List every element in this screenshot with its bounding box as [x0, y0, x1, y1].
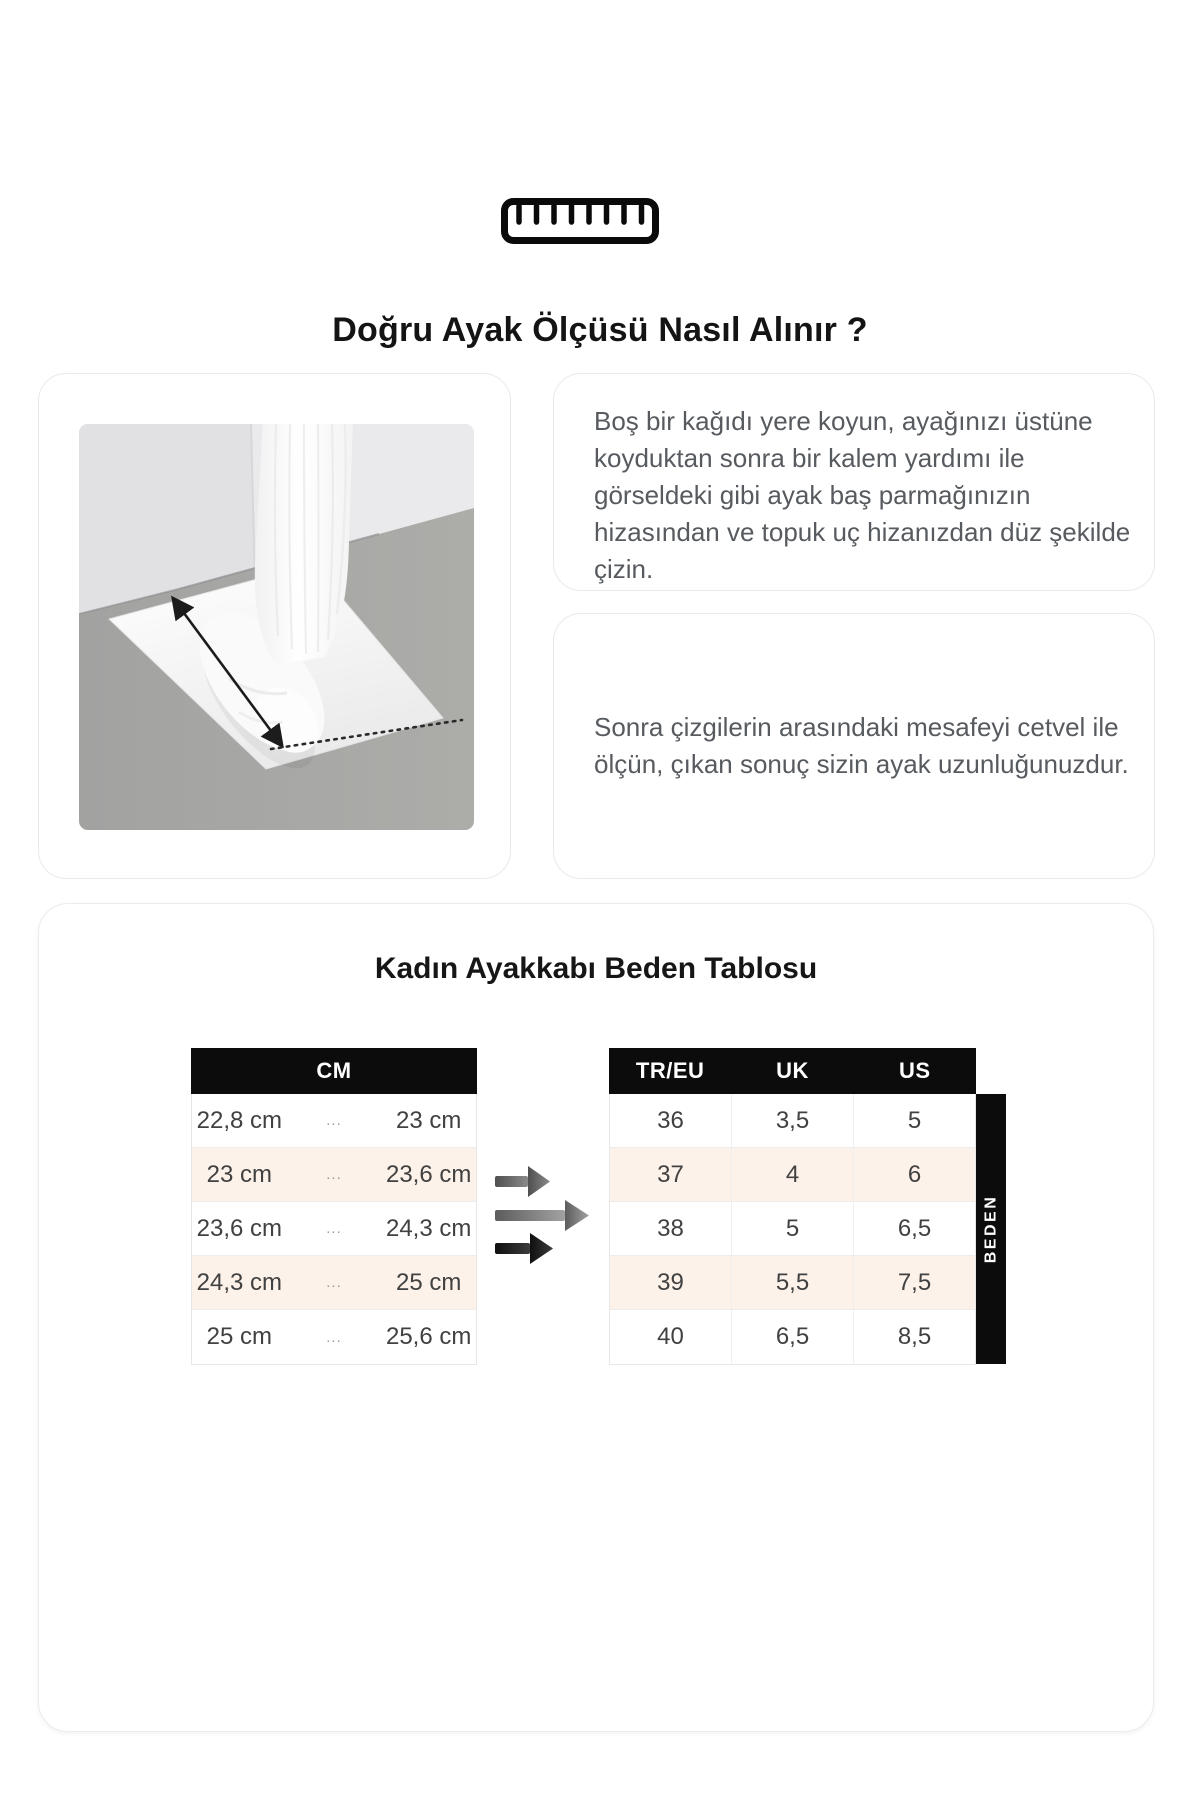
- size-us-value: 5: [853, 1094, 975, 1147]
- size-row: [610, 1310, 975, 1364]
- size-chart-card: [38, 903, 1154, 1732]
- header-uk: UK: [776, 1058, 809, 1083]
- size-uk-value: 5,5: [731, 1256, 853, 1309]
- instruction-step-2-text: Sonra çizgilerin arasındaki mesafeyi cetvel ile ölçün, çıkan sonuç sizin ayak uzunluğunuzdur.: [594, 712, 1129, 779]
- range-dots: ...: [326, 1274, 342, 1291]
- cm-min-value: 22,8 cm: [196, 1106, 283, 1134]
- size-row: [610, 1256, 975, 1310]
- cm-range-row: [192, 1148, 476, 1202]
- beden-label-text: BEDEN: [982, 1194, 1000, 1264]
- cm-header-label: CM: [316, 1058, 352, 1083]
- instruction-step-1-text: Boş bir kağıdı yere koyun, ayağınızı üstüne koyduktan sonra bir kalem yardımı ile görseldeki gibi ayak baş parmağınızın hizasından ve topuk uç hizanızdan düz şekilde çizin.: [594, 406, 1131, 584]
- page-title: Doğru Ayak Ölçüsü Nasıl Alınır ?: [332, 310, 868, 349]
- instruction-step-1: [553, 373, 1155, 591]
- size-eu-value: 36: [657, 1106, 684, 1134]
- size-us-value: 8,5: [853, 1310, 975, 1364]
- transfer-arrows-icon: [495, 1163, 595, 1264]
- cm-max-value: 23,6 cm: [385, 1160, 472, 1188]
- size-row: [610, 1148, 975, 1202]
- size-eu-value: 37: [657, 1160, 684, 1188]
- header-us: US: [899, 1058, 931, 1083]
- range-dots: ...: [326, 1328, 342, 1346]
- cm-range-table: [191, 1048, 477, 1365]
- size-uk-value: 5: [731, 1202, 853, 1255]
- foot-measurement-photo: [79, 424, 474, 830]
- range-dots: ...: [326, 1166, 342, 1183]
- size-us-value: 6: [853, 1148, 975, 1201]
- size-table-body: [609, 1094, 976, 1365]
- size-uk-value: 4: [731, 1148, 853, 1201]
- size-us-value: 6,5: [853, 1202, 975, 1255]
- cm-range-row: [192, 1256, 476, 1310]
- cm-range-row: [192, 1094, 476, 1148]
- cm-range-row: [192, 1202, 476, 1256]
- cm-min-value: 25 cm: [206, 1323, 273, 1350]
- cm-min-value: 23,6 cm: [196, 1214, 283, 1242]
- foot-photo-card: [38, 373, 511, 879]
- shoe-size-table: [609, 1048, 976, 1365]
- instruction-step-2: [553, 613, 1155, 879]
- size-eu-value: 40: [657, 1323, 684, 1350]
- size-uk-value: 6,5: [731, 1310, 853, 1364]
- size-chart-title: Kadın Ayakkabı Beden Tablosu: [374, 952, 818, 985]
- size-eu-value: 39: [657, 1268, 684, 1296]
- size-table-header: [609, 1048, 976, 1094]
- ruler-icon: [500, 197, 660, 245]
- cm-max-value: 25 cm: [396, 1268, 462, 1296]
- header-tr-eu: TR/EU: [635, 1058, 705, 1083]
- cm-max-value: 24,3 cm: [385, 1214, 472, 1242]
- size-eu-value: 38: [657, 1214, 684, 1242]
- measure-guide-section: [38, 373, 1155, 879]
- range-dots: ...: [326, 1112, 342, 1129]
- cm-min-value: 23 cm: [206, 1160, 273, 1188]
- range-dots: ...: [326, 1220, 342, 1237]
- cm-max-value: 23 cm: [396, 1106, 462, 1134]
- cm-range-row: [192, 1310, 476, 1364]
- cm-min-value: 24,3 cm: [196, 1268, 283, 1296]
- size-uk-value: 3,5: [731, 1094, 853, 1147]
- instruction-column: [553, 373, 1155, 879]
- cm-table-header: [191, 1048, 477, 1094]
- size-row: [610, 1202, 975, 1256]
- size-us-value: 7,5: [853, 1256, 975, 1309]
- size-row: [610, 1094, 975, 1148]
- cm-max-value: 25,6 cm: [385, 1323, 472, 1350]
- beden-side-label: [976, 1094, 1006, 1364]
- cm-table-body: [191, 1094, 477, 1365]
